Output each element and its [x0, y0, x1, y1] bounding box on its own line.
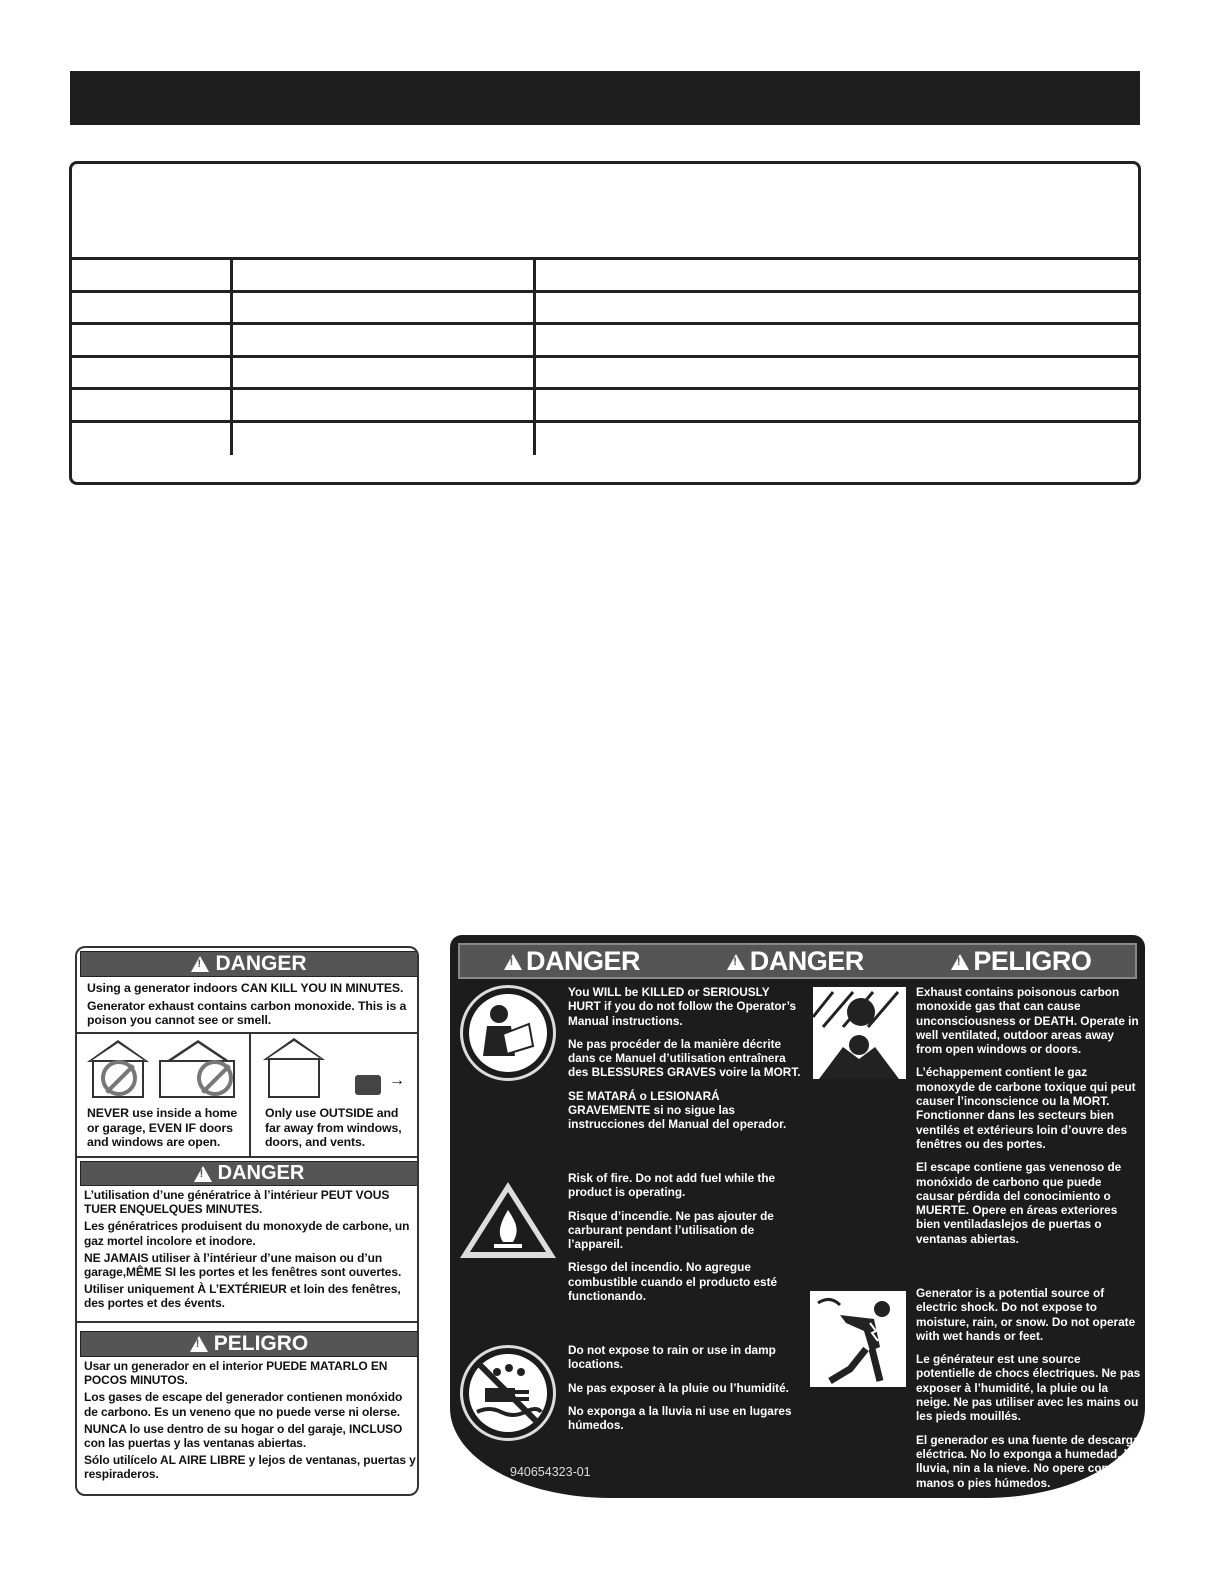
divider — [77, 1321, 417, 1323]
warning-triangle-icon — [190, 1336, 208, 1352]
warning-triangle-icon — [727, 954, 745, 970]
table-row — [72, 325, 1138, 358]
table-cell — [72, 390, 233, 420]
read-manual-icon — [460, 985, 556, 1081]
table-cell — [72, 325, 233, 355]
table-cell — [233, 390, 536, 420]
no-rain-icon — [460, 1345, 556, 1441]
table-cell — [72, 358, 233, 388]
fire-hazard-icon — [458, 1180, 558, 1265]
outside-only-text: Only use OUTSIDE and far away from windows, doors, and vents. — [265, 1106, 402, 1149]
table-row — [72, 358, 1138, 391]
table-cell — [233, 423, 536, 456]
home-no-generator-icon — [87, 1040, 149, 1100]
electric-shock-icon — [810, 1291, 906, 1387]
warning-triangle-icon — [194, 1166, 212, 1182]
danger-header-fr: ! DANGER — [80, 1161, 418, 1186]
danger-header-en: ! DANGER — [80, 951, 418, 977]
divider — [77, 1032, 417, 1034]
carbon-monoxide-danger-label — [75, 946, 419, 1496]
table-cell — [536, 293, 1138, 323]
table-cell — [536, 325, 1138, 355]
generator-safety-label — [450, 935, 1145, 1498]
table-cell — [536, 423, 1138, 456]
table-cell — [233, 325, 536, 355]
table-cell — [72, 423, 233, 456]
table-cell — [72, 293, 233, 323]
manual-warning-text: You WILL be KILLED or SERIOUSLY HURT if you do not follow the Operator’s Manual instructions. Ne pas procéder de la manière décrite dans ce Manuel d’utilisation entraînera des BLESSURES GRAVES voire la MORT. SE MATARÁ o LESIONARÁ GRAVEMENTE si no sigue las instrucciones del Manual del operador. — [568, 985, 801, 1132]
section-header-bar — [70, 71, 1140, 125]
never-indoors-text: NEVER use inside a home or garage, EVEN IF doors and windows are open. — [87, 1106, 238, 1149]
danger-header-row: ! DANGER ! DANGER ! PELIGRO — [458, 943, 1137, 979]
part-number: 940654323-01 — [510, 1465, 591, 1479]
danger-text-fr: L’utilisation d’une génératrice à l’intérieur PEUT VOUS TUER ENQUELQUES MINUTES. Les génératrices produisent du monoxyde de carbone, un gaz mortel incolore et inodore. NE JAMAIS utiliser à l’intérieur d’une maison ou d’un garage,MÊME SI les portes et les fenêtres sont ouvertes. Utiliser uniquement À L’EXTÉRIEUR et loin des fenêtres, des portes et des évents. — [84, 1188, 410, 1311]
toxic-fumes-icon — [813, 987, 906, 1079]
house-outline-icon — [263, 1038, 325, 1100]
danger-text-en: Using a generator indoors CAN KILL YOU IN MINUTES. Generator exhaust contains carbon monoxide. This is a poison you cannot see or smell. — [87, 981, 407, 1027]
fire-warning-text: Risk of fire. Do not add fuel while the product is operating. Risque d’incendie. Ne pas ajouter de carburant pendant l’utilisation de l’appareil. Riesgo del incendio. No agregue combustible cuando el producto esté functionando. — [568, 1171, 778, 1304]
table-cell — [536, 260, 1138, 290]
table-cell — [536, 390, 1138, 420]
generator-icon — [355, 1075, 381, 1095]
warning-triangle-icon — [504, 954, 522, 970]
divider — [77, 1156, 417, 1158]
divider — [249, 1034, 251, 1156]
shock-warning-text: Generator is a potential source of electric shock. Do not expose to moisture, rain, or snow. Do not operate with wet hands or feet. Le générateur est une source potentielle de chocs électriques. Ne pas exposer à l’humidité, la pluie ou la neige. Ne pas utiliser avec les mains ou les pieds mouillés. El generador es una fuente de descarga eléctrica. No lo exponga a humedad, la lluvia, nin a la nieve. No opere con manos o pies húmedos. — [916, 1286, 1141, 1490]
rain-warning-text: Do not expose to rain or use in damp locations. Ne pas exposer à la pluie ou l’humidité. No exponga a la lluvia ni use en lugares húmedos. — [568, 1343, 792, 1433]
carbon-monoxide-warning-text: Exhaust contains poisonous carbon monoxide gas that can cause unconsciousness or DEATH. Operate in well ventilated, outdoor areas away from open windows or doors. L’échappement contient le gaz monoxyde de carbone toxique qui peut causer l’inconscience ou la MORT. Fonctionner dans les secteurs bien ventilés et extérieurs loin d’ouvre des fenêtres ou des portes. El escape contiene gas venenoso de monóxido de carbono que puede causar pérdida del conocimiento o MUERTE. Opere en áreas exteriores bien ventiladaslejos de puertas o ventanas abiertas. — [916, 985, 1139, 1246]
table-cell — [233, 260, 536, 290]
table-cell — [233, 293, 536, 323]
table-header — [72, 164, 1138, 260]
garage-no-generator-icon — [157, 1040, 237, 1100]
table-row — [72, 390, 1138, 423]
table-cell — [72, 260, 233, 290]
table-row — [72, 260, 1138, 293]
table-cell — [233, 358, 536, 388]
arrow-right-icon: → — [389, 1072, 405, 1089]
danger-header-es: ! PELIGRO — [80, 1331, 418, 1357]
specifications-table — [69, 161, 1141, 485]
warning-triangle-icon — [951, 954, 969, 970]
warning-triangle-icon — [191, 956, 209, 972]
table-row — [72, 293, 1138, 326]
danger-text-es: Usar un generador en el interior PUEDE MATARLO EN POCOS MINUTOS. Los gases de escape del generador contienen monóxido de carbono. Es un veneno que no puede verse ni olerse. NUNCA lo use dentro de su hogar o del garaje, INCLUSO con las puertas y las ventanas abiertas. Sólo utilícelo AL AIRE LIBRE y lejos de ventanas, puertas y respiraderos. — [84, 1359, 416, 1482]
table-row — [72, 423, 1138, 456]
table-cell — [536, 358, 1138, 388]
